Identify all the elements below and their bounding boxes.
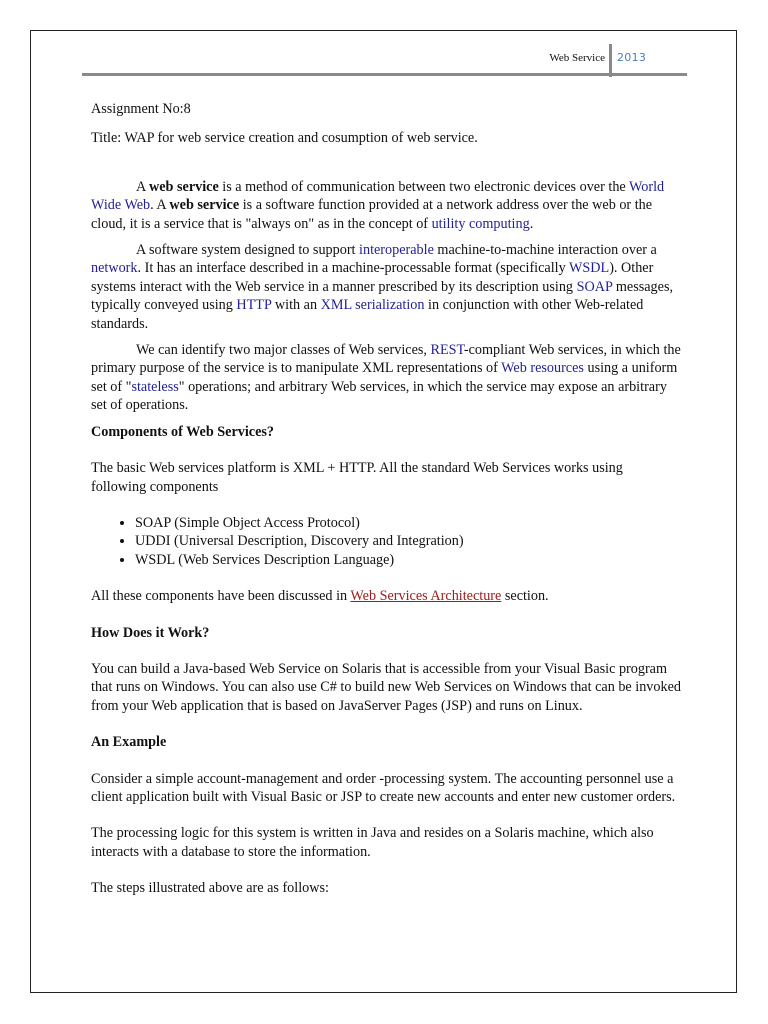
link-utility-computing[interactable]: utility computing — [431, 215, 530, 232]
how-paragraph: You can build a Java-based Web Service on Solaris that is accessible from your Visual Basic program that runs on Windows. You can also use C# to build new Web Services on Windows that can be invoked from your Web application that is based on JavaServer Pages (JSP) and runs on Linux. — [91, 660, 681, 714]
components-intro: The basic Web services platform is XML + HTTP. All the standard Web Services works using following components — [91, 460, 623, 495]
link-network[interactable]: network — [91, 260, 138, 277]
how-heading: How Does it Work? — [91, 624, 210, 641]
bold-term: web service — [149, 178, 219, 195]
header-year: 2013 — [617, 51, 647, 64]
list-item: • SOAP (Simple Object Access Protocol) — [135, 514, 681, 532]
list-item: • WSDL (Web Services Description Language) — [135, 551, 681, 569]
assignment-number: Assignment No:8 — [91, 101, 191, 117]
link-rest[interactable]: REST — [430, 342, 464, 359]
link-web-resources[interactable]: Web resources — [501, 360, 584, 377]
document-title: Title: WAP for web service creation and cosumption of web service. — [91, 130, 478, 147]
bold-term: web service — [169, 197, 240, 214]
components-heading: Components of Web Services? — [91, 423, 274, 440]
header-label: Web Service — [549, 52, 605, 64]
link-wsdl[interactable]: WSDL — [568, 260, 610, 277]
link-soap[interactable]: SOAP — [576, 278, 613, 295]
example-paragraph-1: Consider a simple account-management and order -processing system. The accounting personnel use a client application built with Visual Basic or JSP to create new accounts and enter new customer orders. — [91, 770, 676, 805]
link-world-wide-web[interactable]: World Wide Web — [91, 178, 665, 214]
link-xml-serialization[interactable]: XML serialization — [320, 297, 425, 314]
example-heading: An Example — [91, 734, 167, 751]
document-body — [91, 100, 681, 898]
components-list — [91, 514, 681, 569]
example-paragraph-2: The processing logic for this system is written in Java and resides on a Solaris machine, which also interacts with a database to store the information. — [91, 825, 654, 860]
list-item: • UDDI (Universal Description, Discovery and Integration) — [135, 532, 681, 550]
header-rule — [82, 73, 687, 76]
intro-paragraph: A web service is a method of communication between two electronic devices over the World Wide Web. A web service is a software function provided at a network address over the web or the cloud, it is a service that is "always on" as in the concept of utility computing. — [91, 178, 665, 232]
link-stateless[interactable]: stateless — [131, 378, 179, 395]
link-web-services-architecture[interactable]: Web Services Architecture — [350, 588, 502, 605]
classes-paragraph: We can identify two major classes of Web services, REST-compliant Web services, in which the primary purpose of the service is to manipulate XML representations of Web resources using a uniform set of "stateless" operations; and arbitrary Web services, in which the service may expose an arbitrary set of operations. — [91, 342, 681, 414]
example-paragraph-3: The steps illustrated above are as follows: — [91, 880, 329, 897]
components-note: All these components have been discussed in Web Services Architecture section. — [91, 588, 549, 605]
link-http[interactable]: HTTP — [236, 297, 272, 314]
definition-paragraph: A software system designed to support interoperable machine-to-machine interaction over a network. It has an interface described in a machine-processable format (specifically WSDL). Other systems interact with the Web service in a manner prescribed by its description using SOAP messages, typically conveyed using HTTP with an XML serialization in conjunction with other Web-related standards. — [91, 242, 674, 332]
link-interoperable[interactable]: interoperable — [359, 242, 434, 259]
